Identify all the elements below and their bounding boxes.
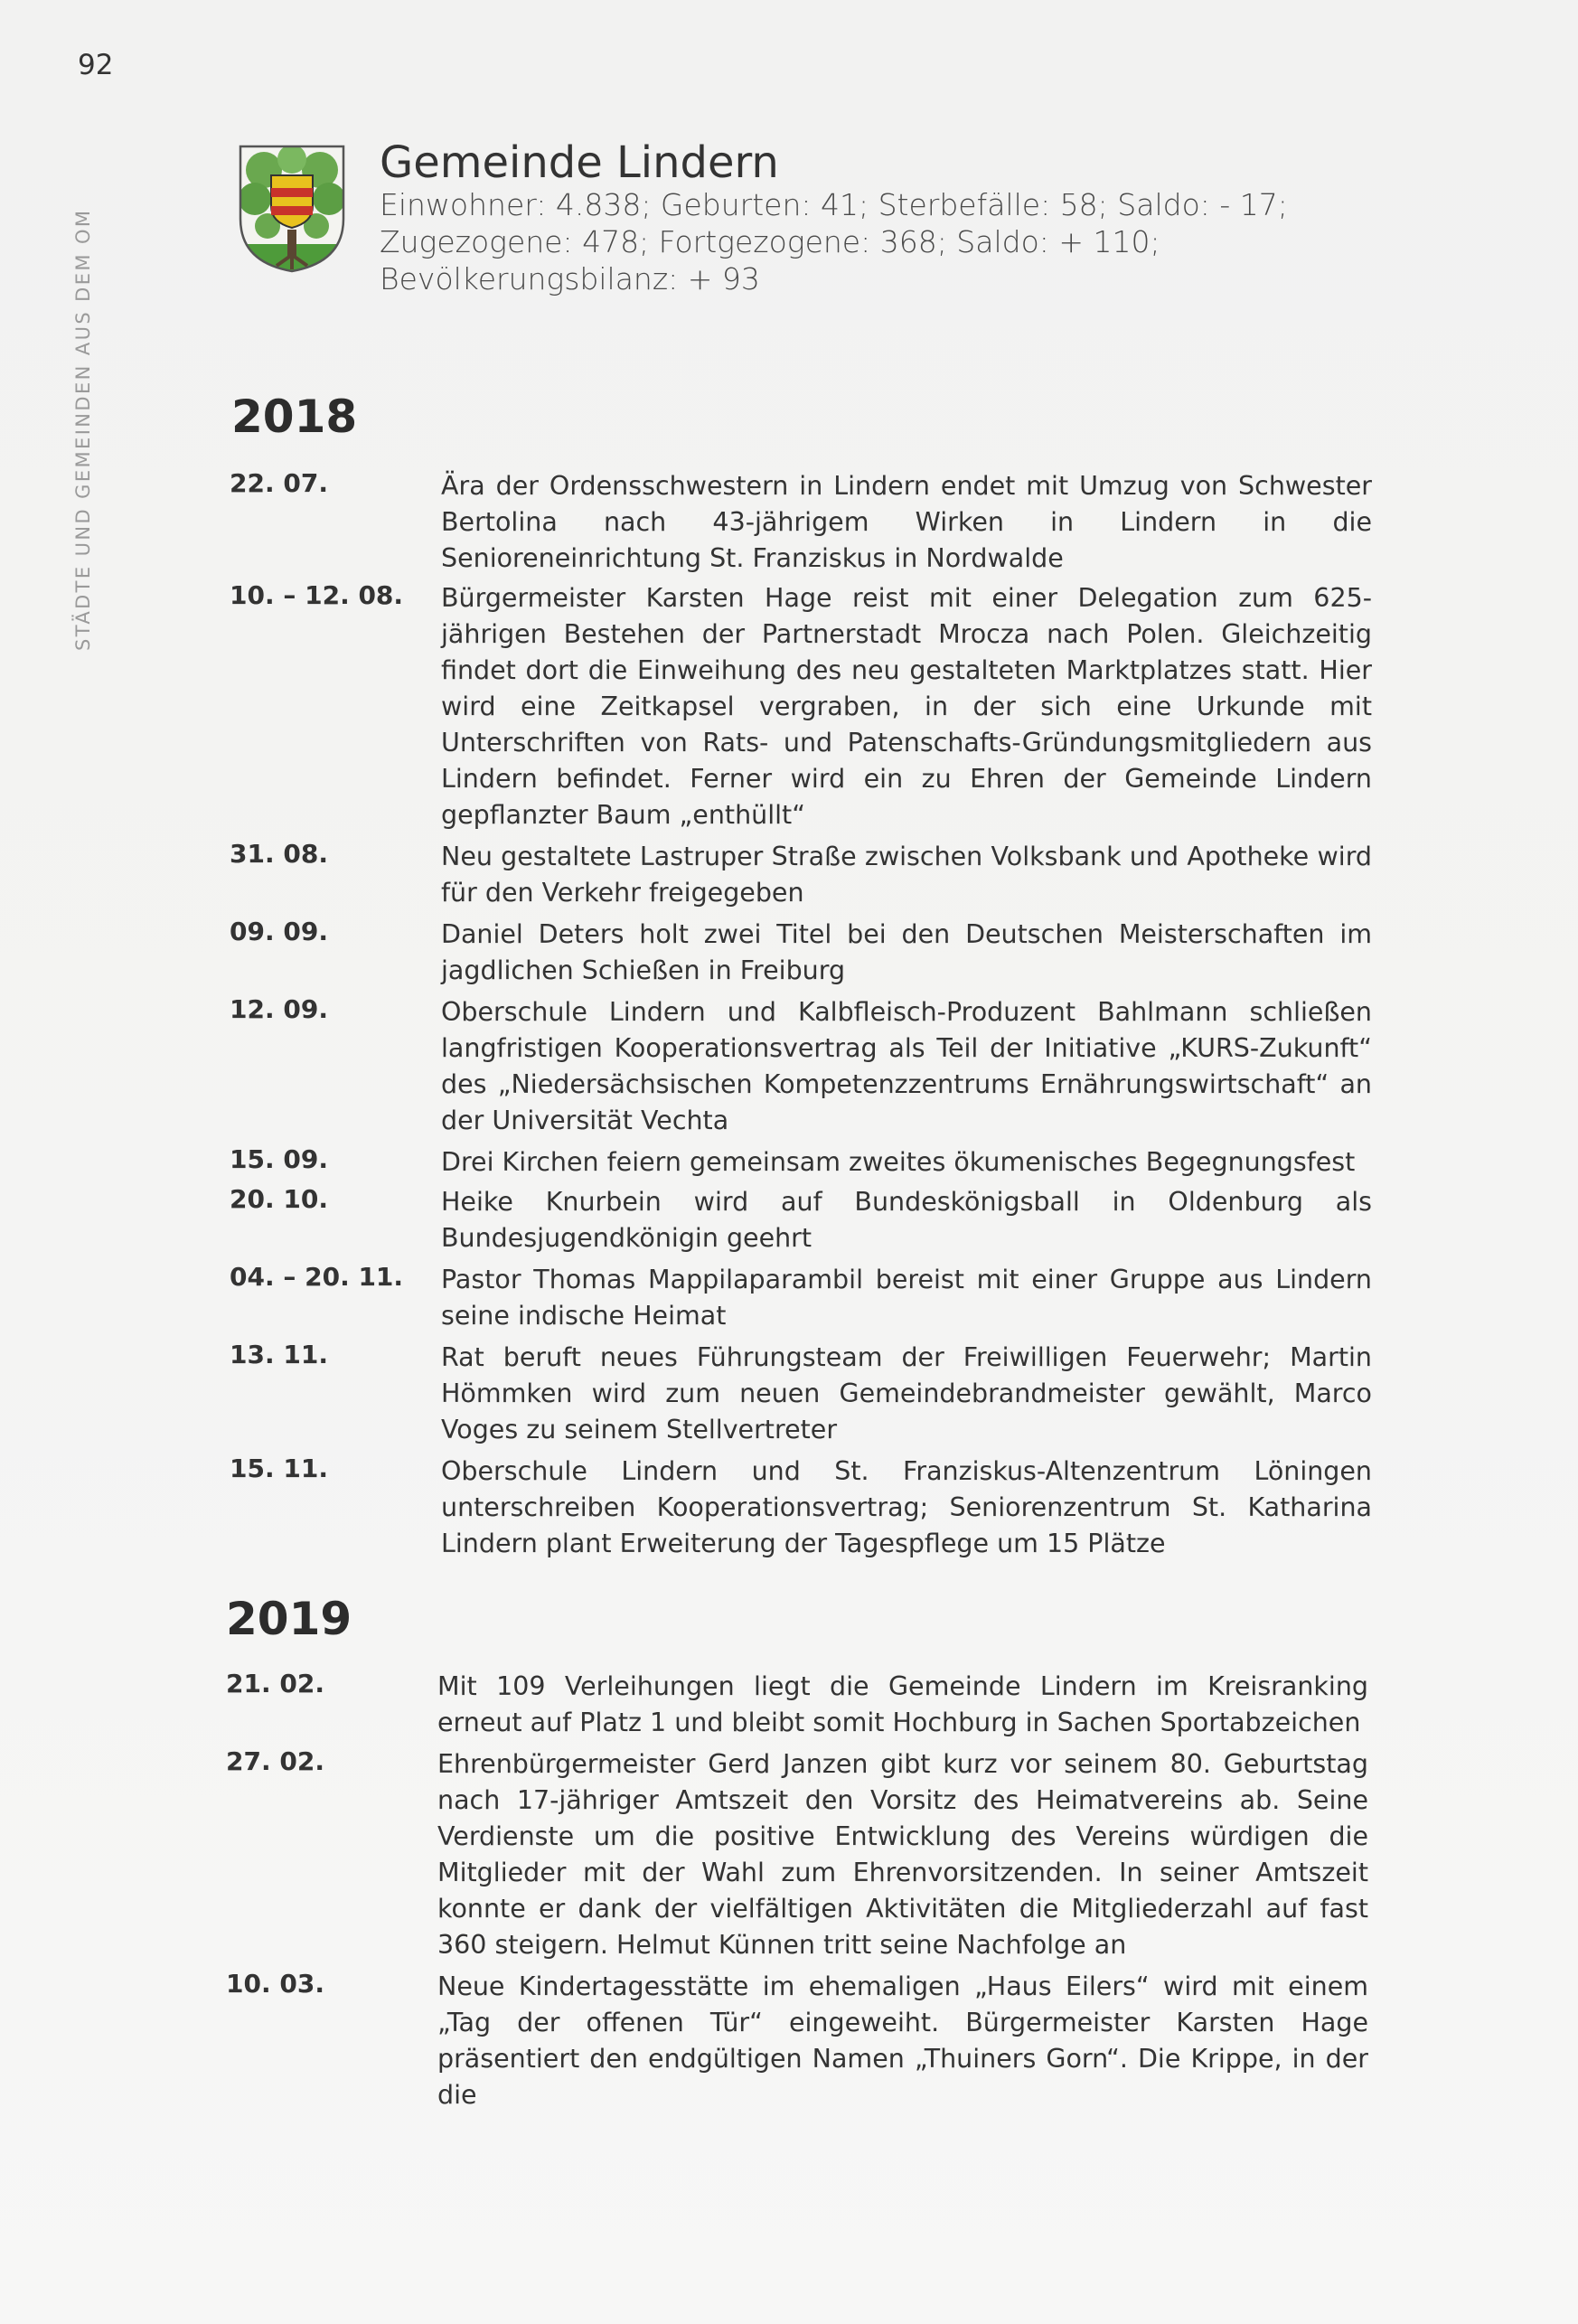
- event-text: Ehrenbürgermeister Gerd Janzen gibt kurz vor seinem 80. Geburtstag nach 17-jähriger Amtszeit den Vorsitz des Heimatvereins ab. Seine Verdienste um die positive Entwicklung des Vereins würdigen die Mitglieder mit der Wahl zum Ehrenvorsitzenden. In seiner Amtszeit konnte er dank der vielfältigen Aktivitäten die Mitgliederzahl auf fast 360 steigern. Helmut Künnen tritt seine Nachfolge an: [437, 1749, 1368, 1960]
- page-title: Gemeinde Lindern: [380, 137, 779, 188]
- event-entry: [226, 1669, 1383, 1741]
- event-text: Ära der Ordensschwestern in Lindern endet mit Umzug von Schwester Bertolina nach 43-jährigem Wirken in Lindern in die Senioreneinrichtung St. Franziskus in Nordwalde: [441, 471, 1372, 573]
- event-entry: [230, 1262, 1386, 1334]
- event-text: Oberschule Lindern und St. Franziskus-Altenzentrum Löningen unterschreiben Kooperationsvertrag; Seniorenzentrum St. Katharina Lindern plant Erweiterung der Tagespflege um 15 Plätze: [441, 1456, 1372, 1558]
- event-text: Heike Knurbein wird auf Bundeskönigsball in Oldenburg als Bundesjugendkönigin geehrt: [441, 1187, 1372, 1253]
- section-label: STÄDTE UND GEMEINDEN AUS DEM OM: [72, 208, 94, 651]
- event-text: Neue Kindertagesstätte im ehemaligen „Haus Eilers“ wird mit einem „Tag der offenen Tür“ eingeweiht. Bürgermeister Karsten Hage präsentiert den endgültigen Namen „Thuiners Gorn“. Die Krippe, in der die: [437, 1971, 1368, 2110]
- stats-line: Zugezogene: 478; Fortgezogene: 368; Saldo: + 110;: [380, 224, 1160, 259]
- event-text: Daniel Deters holt zwei Titel bei den Deutschen Meisterschaften im jagdlichen Schießen in Freiburg: [441, 919, 1372, 985]
- event-date: 15. 11.: [230, 1454, 328, 1483]
- event-entry: [226, 1746, 1383, 1963]
- population-stats: [380, 186, 1419, 297]
- year-heading: 2019: [226, 1593, 352, 1645]
- event-text: Oberschule Lindern und Kalbfleisch-Produzent Bahlmann schließen langfristigen Kooperationsvertrag als Teil der Initiative „KURS-Zukunft“ des „Niedersächsischen Kompetenzzentrums Ernährungswirtschaft“ an der Universität Vechta: [441, 997, 1372, 1135]
- event-text: Mit 109 Verleihungen liegt die Gemeinde Lindern im Kreisranking erneut auf Platz 1 und bleibt somit Hochburg in Sachen Sportabzeichen: [437, 1671, 1368, 1737]
- event-text: Rat beruft neues Führungsteam der Freiwilligen Feuerwehr; Martin Hömmken wird zum neuen Gemeindebrandmeister gewählt, Marco Voges zu seinem Stellvertreter: [441, 1342, 1372, 1444]
- event-text: Bürgermeister Karsten Hage reist mit einer Delegation zum 625-jährigen Bestehen der Partnerstadt Mrocza nach Polen. Gleichzeitig findet dort die Einweihung des neu gestalteten Marktplatzes statt. Hier wird eine Zeitkapsel vergraben, in der sich eine Urkunde mit Unterschriften von Rats- und Patenschafts-Gründungsmitgliedern aus Lindern befindet. Ferner wird ein zu Ehren der Gemeinde Lindern gepflanzter Baum „enthüllt“: [441, 583, 1372, 830]
- event-date: 13. 11.: [230, 1340, 328, 1369]
- event-text: Drei Kirchen feiern gemeinsam zweites ökumenisches Begegnungsfest: [441, 1147, 1356, 1177]
- event-date: 31. 08.: [230, 839, 328, 869]
- event-entry: [226, 1969, 1383, 2113]
- stats-line: Einwohner: 4.838; Geburten: 41; Sterbefälle: 58; Saldo: - 17;: [380, 187, 1288, 222]
- event-entry: [230, 1454, 1386, 1562]
- event-text: Neu gestaltete Lastruper Straße zwischen Volksbank und Apotheke wird für den Verkehr freigegeben: [441, 842, 1372, 908]
- stats-line: Bevölkerungsbilanz: + 93: [380, 261, 760, 296]
- event-date: 15. 09.: [230, 1144, 328, 1174]
- event-list-2018: [230, 468, 1386, 1562]
- event-entry: [230, 468, 1386, 577]
- page-number: 92: [78, 49, 114, 81]
- event-date: 10. – 12. 08.: [230, 580, 404, 610]
- event-entry: [230, 1340, 1386, 1448]
- event-text: Pastor Thomas Mappilaparambil bereist mit einer Gruppe aus Lindern seine indische Heimat: [441, 1265, 1372, 1331]
- event-date: 09. 09.: [230, 917, 328, 946]
- event-date: 22. 07.: [230, 468, 328, 498]
- event-entry: [230, 1184, 1386, 1256]
- event-date: 10. 03.: [226, 1969, 324, 1999]
- event-entry: [230, 917, 1386, 989]
- event-entry: [230, 1144, 1386, 1181]
- event-date: 12. 09.: [230, 994, 328, 1024]
- event-date: 21. 02.: [226, 1669, 324, 1698]
- event-entry: [230, 839, 1386, 911]
- event-date: 04. – 20. 11.: [230, 1262, 404, 1292]
- lindern-coat-of-arms-icon: [237, 143, 347, 275]
- event-entry: [230, 994, 1386, 1139]
- event-date: 27. 02.: [226, 1746, 324, 1776]
- event-date: 20. 10.: [230, 1184, 328, 1214]
- event-entry: [230, 580, 1386, 833]
- year-heading: 2018: [231, 390, 358, 443]
- event-list-2019: [226, 1669, 1383, 2113]
